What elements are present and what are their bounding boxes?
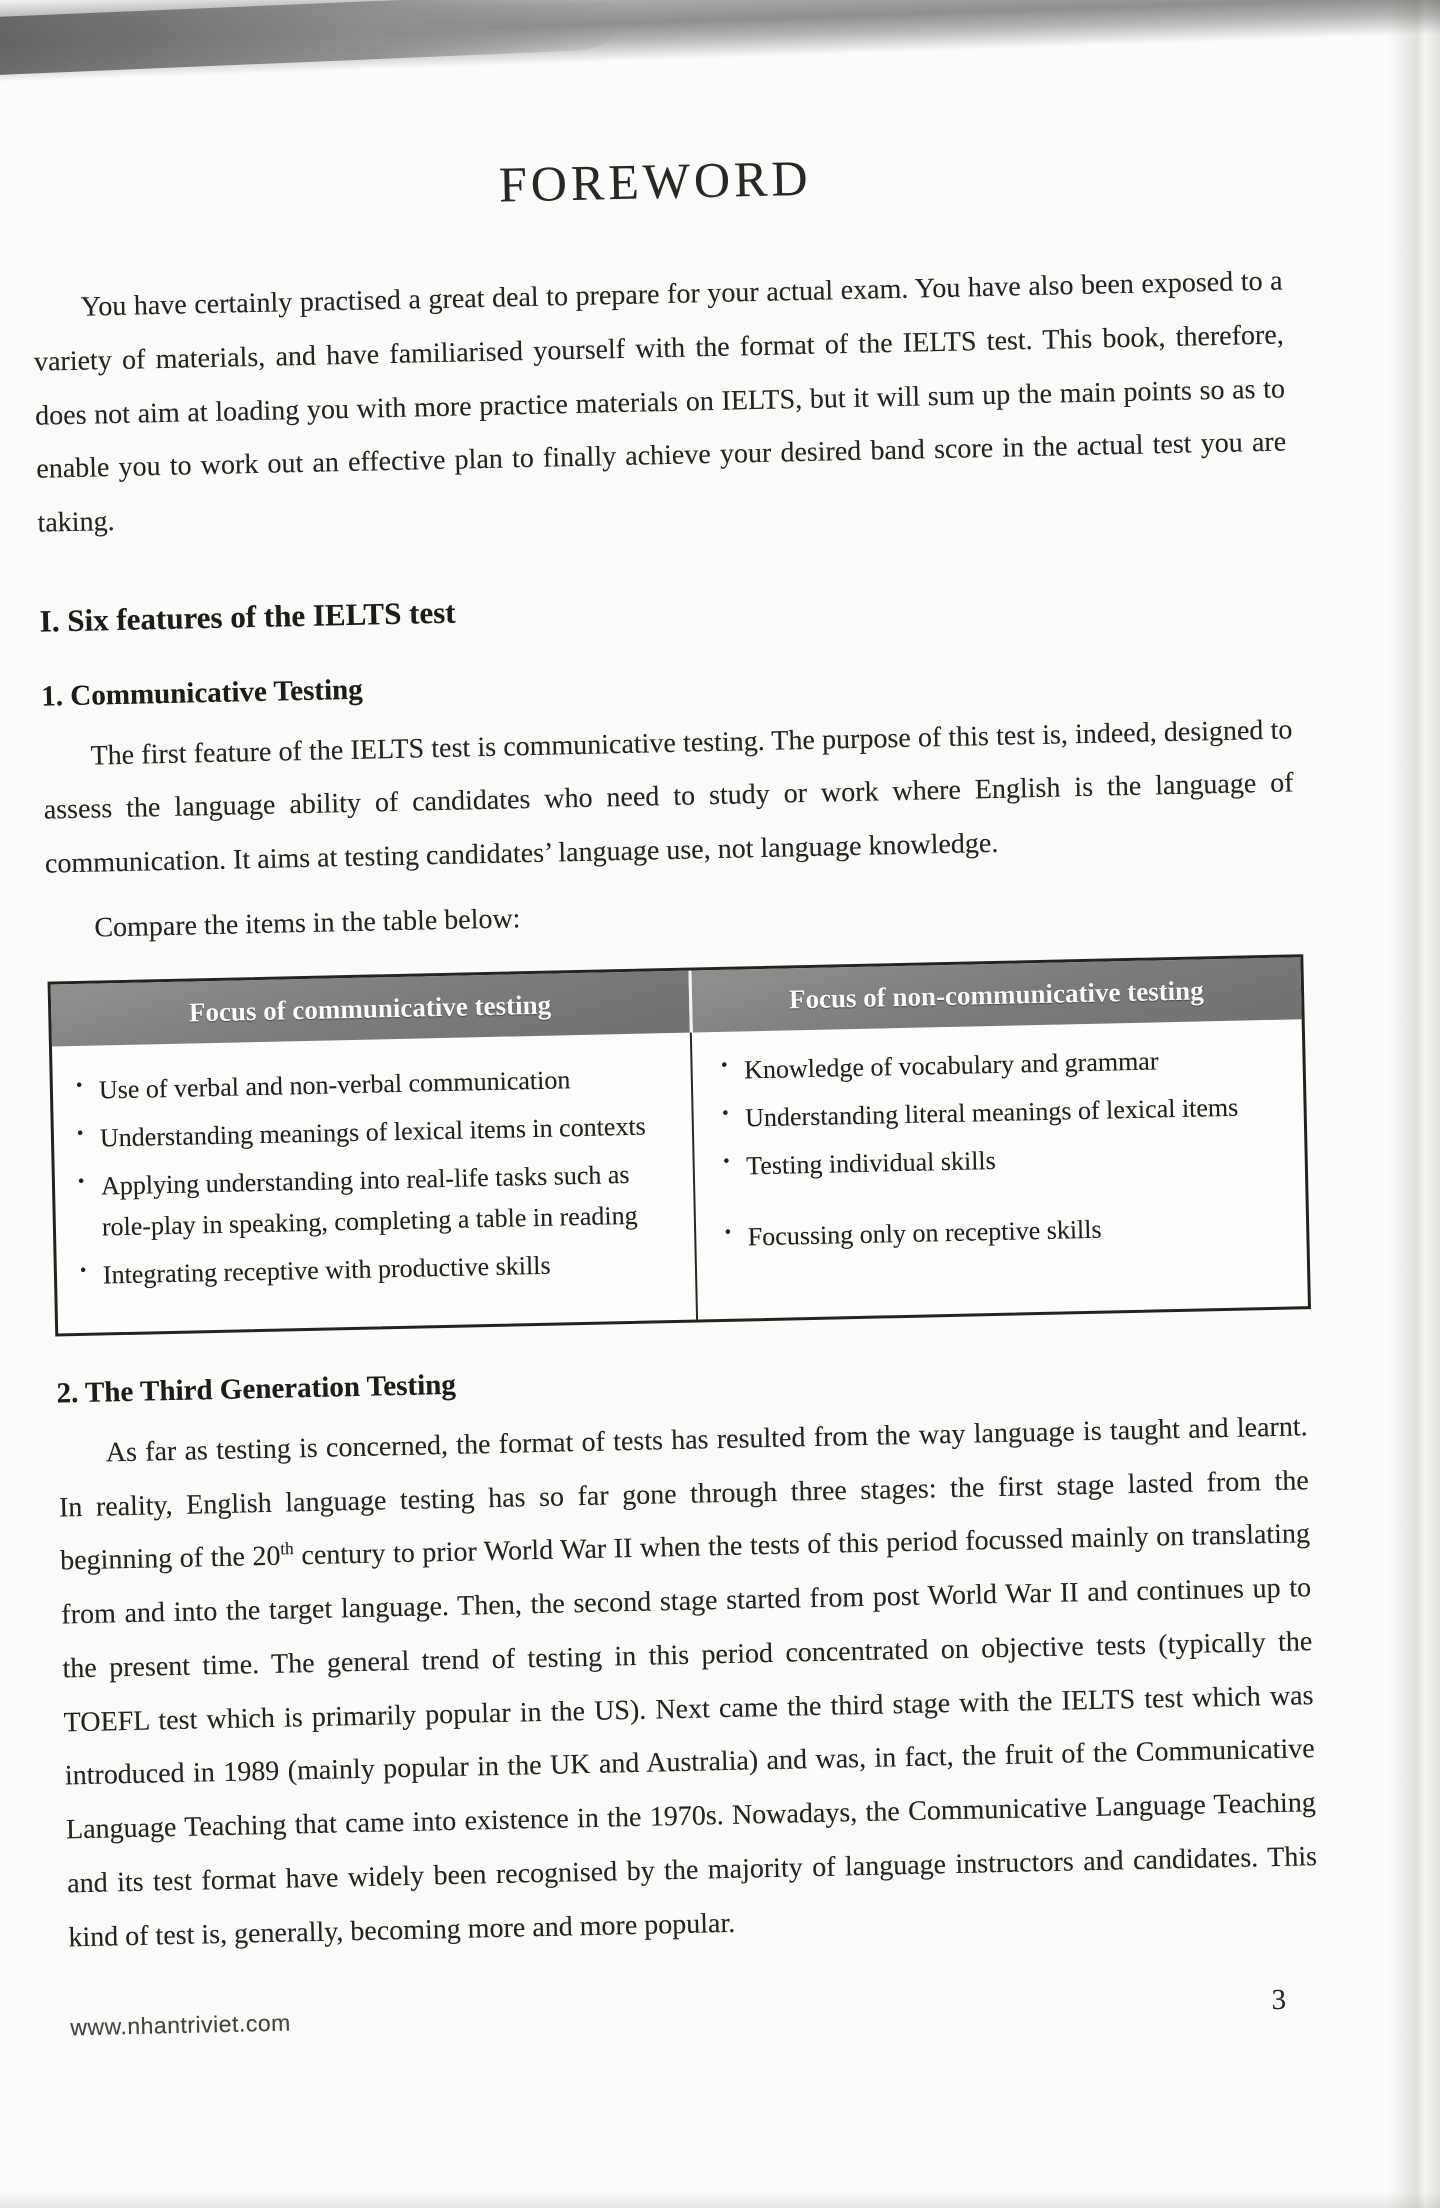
table-cell-non-communicative	[689, 1019, 1308, 1320]
ordinal-superscript: th	[280, 1539, 294, 1559]
list-item	[68, 1057, 674, 1111]
section-heading-six-features: I. Six features of the IELTS test	[39, 594, 456, 639]
third-generation-paragraph	[57, 1400, 1318, 1965]
list-item-text: Knowledge of vocabulary and grammar	[743, 1045, 1159, 1084]
list-item	[71, 1153, 678, 1248]
list-item	[70, 1105, 676, 1159]
table-header-communicative: Focus of communicative testing	[51, 970, 690, 1046]
page-number: 3	[1271, 1984, 1287, 2017]
page-title: FOREWORD	[498, 149, 813, 213]
compare-table-lead-in: Compare the items in the table below:	[94, 903, 521, 944]
paragraph-text: century to prior World War II when the tests of this period focussed mainly on translating from and into the target language. Then, the second stage started from post World War II and continues up to the present time. The general trend of testing in this period concentrated on objective tests (typically the TOEFL test which is primarily popular in the US). Next came the third stage with the IELTS test which was introduced in 1989 (mainly popular in the UK and Australia) and was, in fact, the fruit of the Communicative Language Teaching that came into existence in the 1970s. Nowadays, the Communicative Language Teaching and its test format have widely been recognised by the majority of language instructors and candidates. This kind of test is, generally, becoming more and more popular.	[61, 1518, 1318, 1953]
comparison-table	[48, 954, 1311, 1337]
page-edge-shadow-bottom	[0, 2192, 1440, 2208]
list-item	[717, 1204, 1292, 1258]
list-item-text: Integrating receptive with productive skills	[102, 1250, 551, 1290]
page-footer	[70, 1983, 1320, 2043]
subsection-heading-third-generation: 2. The Third Generation Testing	[56, 1368, 457, 1410]
list-item-text: Testing individual skills	[745, 1145, 997, 1181]
bullet-icon: •	[75, 1074, 83, 1096]
communicative-testing-paragraph: The first feature of the IELTS test is communicative testing. The purpose of this test is, indeed, designed to assess the language ability of candidates who need to study or work where English is the language of communication. It aims at testing candidates’ language use, not language knowledge.	[43, 714, 1294, 880]
list-item	[73, 1242, 679, 1296]
document-page	[26, 0, 1320, 2044]
list-item	[714, 1037, 1289, 1091]
paragraph-text: As far as testing is concerned, the format of tests has resulted from the way language is taught and learnt. In reality, English language testing has so far gone through three stages: the first stage lasted from the beginning of the 20	[58, 1410, 1310, 1577]
list-item-text: Focussing only on receptive skills	[747, 1214, 1102, 1252]
table-cell-communicative	[52, 1032, 696, 1333]
list-item-text: Understanding meanings of lexical items in contexts	[99, 1111, 647, 1153]
list-item	[716, 1133, 1291, 1187]
bullet-icon: •	[79, 1259, 87, 1281]
bullet-icon: •	[721, 1102, 729, 1124]
bullet-icon: •	[724, 1221, 732, 1243]
bullet-icon: •	[720, 1054, 728, 1076]
communicative-items-list	[68, 1057, 678, 1297]
list-item	[715, 1085, 1290, 1139]
table-header-non-communicative: Focus of non-communicative testing	[688, 957, 1302, 1032]
bullet-icon: •	[77, 1170, 85, 1192]
footer-website: www.nhantriviet.com	[70, 2009, 292, 2041]
subsection-heading-communicative-testing: 1. Communicative Testing	[40, 673, 364, 713]
list-item-text: Applying understanding into real-life tasks such as role-play in speaking, completing a table in reading	[100, 1159, 638, 1242]
list-item-text: Understanding literal meanings of lexical items	[744, 1092, 1239, 1133]
list-item-text: Use of verbal and non-verbal communication	[98, 1064, 571, 1105]
non-communicative-items-list	[714, 1037, 1293, 1258]
bullet-icon: •	[722, 1150, 730, 1172]
bullet-icon: •	[76, 1122, 84, 1144]
page-edge-shadow-right	[1388, 0, 1440, 2208]
intro-paragraph: You have certainly practised a great deal to prepare for your actual exam. You have also been exposed to a variety of materials, and have familiarised yourself with the format of the IELTS test. This book, therefore, does not aim at loading you with more practice materials on IELTS, but it will sum up the main points so as to enable you to work out an effective plan to finally achieve your desired band score in the actual test you are taking.	[33, 265, 1287, 539]
